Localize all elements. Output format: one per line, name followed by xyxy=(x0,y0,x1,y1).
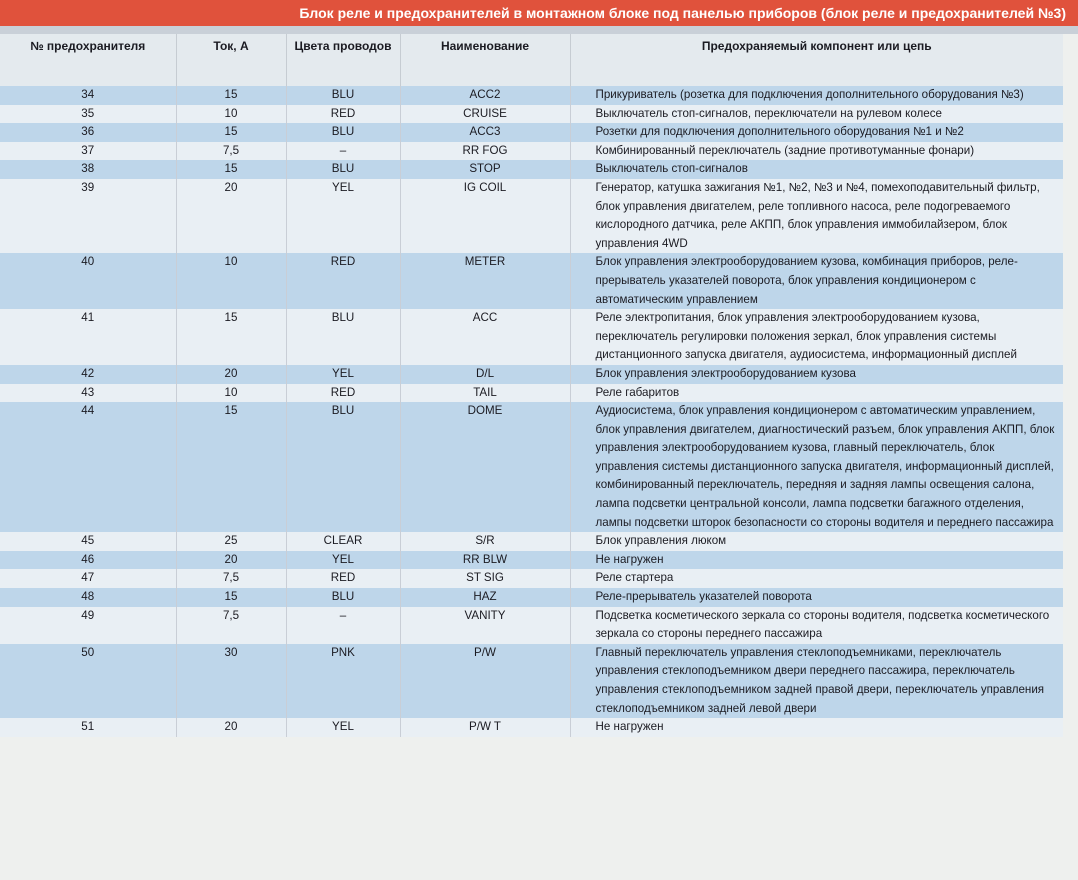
cell-fuse-name: METER xyxy=(400,253,570,309)
fuse-table xyxy=(0,34,1063,737)
cell-wire-color: BLU xyxy=(286,588,400,607)
cell-fuse-name: P/W xyxy=(400,644,570,718)
cell-fuse-name: P/W T xyxy=(400,718,570,737)
cell-component: Блок управления электрооборудованием кузова xyxy=(570,365,1063,384)
table-row xyxy=(0,402,1063,532)
cell-fuse-name: TAIL xyxy=(400,384,570,403)
cell-wire-color: YEL xyxy=(286,365,400,384)
cell-current: 10 xyxy=(176,105,286,124)
header-number: № предохранителя xyxy=(0,34,176,86)
cell-component: Реле-прерыватель указателей поворота xyxy=(570,588,1063,607)
cell-fuse-number: 44 xyxy=(0,402,176,532)
cell-component: Аудиосистема, блок управления кондиционером с автоматическим управлением, блок управления двигателем, диагностический разъем, блок управления АКПП, блок управления электрооборудованием кузова, главный переключатель, блок управления системы дистанционного запуска двигателя, информационный дисплей, комбинированный переключатель, передняя и задняя лампы освещения салона, лампа подсветки центральной консоли, лампа подсветки багажного отделения, лампы подсветки шторок безопасности со стороны водителя и переднего пассажира xyxy=(570,402,1063,532)
cell-wire-color: RED xyxy=(286,253,400,309)
cell-component: Реле габаритов xyxy=(570,384,1063,403)
cell-component: Генератор, катушка зажигания №1, №2, №3 и №4, помехоподавительный фильтр, блок управления двигателем, реле топливного насоса, реле подогреваемого кислородного датчика, реле АКПП, блок управления иммобилайзером, блок управления 4WD xyxy=(570,179,1063,253)
cell-wire-color: BLU xyxy=(286,402,400,532)
cell-component: Не нагружен xyxy=(570,551,1063,570)
cell-fuse-name: ACC2 xyxy=(400,86,570,105)
table-row xyxy=(0,179,1063,253)
cell-component: Выключатель стоп-сигналов xyxy=(570,160,1063,179)
cell-fuse-number: 34 xyxy=(0,86,176,105)
cell-current: 15 xyxy=(176,123,286,142)
table-row xyxy=(0,123,1063,142)
cell-fuse-name: RR FOG xyxy=(400,142,570,161)
cell-fuse-name: ACC xyxy=(400,309,570,365)
cell-component: Реле электропитания, блок управления электрооборудованием кузова, переключатель регулировки положения зеркал, блок управления системы дистанционного запуска двигателя, аудиосистема, информационный дисплей xyxy=(570,309,1063,365)
cell-current: 7,5 xyxy=(176,607,286,644)
cell-fuse-number: 48 xyxy=(0,588,176,607)
cell-fuse-number: 41 xyxy=(0,309,176,365)
cell-fuse-number: 36 xyxy=(0,123,176,142)
table-row xyxy=(0,309,1063,365)
cell-fuse-name: VANITY xyxy=(400,607,570,644)
cell-component: Не нагружен xyxy=(570,718,1063,737)
cell-fuse-name: ACC3 xyxy=(400,123,570,142)
cell-fuse-number: 43 xyxy=(0,384,176,403)
header-strip xyxy=(0,26,1078,34)
cell-current: 7,5 xyxy=(176,569,286,588)
table-row xyxy=(0,105,1063,124)
cell-fuse-name: CRUISE xyxy=(400,105,570,124)
cell-component: Выключатель стоп-сигналов, переключатели на рулевом колесе xyxy=(570,105,1063,124)
cell-component: Прикуриватель (розетка для подключения дополнительного оборудования №3) xyxy=(570,86,1063,105)
cell-component: Реле стартера xyxy=(570,569,1063,588)
header-current: Ток, А xyxy=(176,34,286,86)
cell-fuse-number: 38 xyxy=(0,160,176,179)
cell-wire-color: RED xyxy=(286,105,400,124)
cell-current: 15 xyxy=(176,160,286,179)
cell-current: 20 xyxy=(176,551,286,570)
cell-fuse-name: HAZ xyxy=(400,588,570,607)
cell-wire-color: – xyxy=(286,607,400,644)
table-row xyxy=(0,607,1063,644)
table-row xyxy=(0,569,1063,588)
cell-current: 15 xyxy=(176,309,286,365)
cell-fuse-name: D/L xyxy=(400,365,570,384)
cell-fuse-number: 40 xyxy=(0,253,176,309)
cell-current: 15 xyxy=(176,402,286,532)
header-component: Предохраняемый компонент или цепь xyxy=(570,34,1063,86)
table-row xyxy=(0,644,1063,718)
cell-fuse-name: ST SIG xyxy=(400,569,570,588)
cell-fuse-number: 49 xyxy=(0,607,176,644)
table-row xyxy=(0,160,1063,179)
cell-current: 20 xyxy=(176,365,286,384)
cell-current: 10 xyxy=(176,384,286,403)
cell-wire-color: CLEAR xyxy=(286,532,400,551)
table-row xyxy=(0,588,1063,607)
cell-fuse-number: 42 xyxy=(0,365,176,384)
cell-wire-color: BLU xyxy=(286,160,400,179)
cell-fuse-number: 39 xyxy=(0,179,176,253)
cell-fuse-number: 35 xyxy=(0,105,176,124)
cell-component: Розетки для подключения дополнительного оборудования №1 и №2 xyxy=(570,123,1063,142)
cell-component: Блок управления электрооборудованием кузова, комбинация приборов, реле-прерыватель указателей поворота, блок управления кондиционером с автоматическим управлением xyxy=(570,253,1063,309)
table-row xyxy=(0,365,1063,384)
cell-fuse-name: STOP xyxy=(400,160,570,179)
cell-fuse-number: 45 xyxy=(0,532,176,551)
cell-fuse-number: 46 xyxy=(0,551,176,570)
cell-current: 7,5 xyxy=(176,142,286,161)
cell-wire-color: YEL xyxy=(286,179,400,253)
cell-current: 30 xyxy=(176,644,286,718)
cell-wire-color: – xyxy=(286,142,400,161)
cell-component: Главный переключатель управления стеклоподъемниками, переключатель управления стеклоподъемником двери переднего пассажира, переключатель управления стеклоподъемником задней правой двери, переключатель управления стеклоподъемником задней левой двери xyxy=(570,644,1063,718)
table-row xyxy=(0,718,1063,737)
cell-component: Подсветка косметического зеркала со стороны водителя, подсветка косметического зеркала со стороны переднего пассажира xyxy=(570,607,1063,644)
table-row xyxy=(0,384,1063,403)
table-row xyxy=(0,253,1063,309)
cell-fuse-name: RR BLW xyxy=(400,551,570,570)
cell-fuse-number: 50 xyxy=(0,644,176,718)
cell-wire-color: BLU xyxy=(286,86,400,105)
cell-fuse-name: IG COIL xyxy=(400,179,570,253)
cell-wire-color: RED xyxy=(286,569,400,588)
cell-current: 20 xyxy=(176,179,286,253)
cell-fuse-number: 37 xyxy=(0,142,176,161)
cell-wire-color: PNK xyxy=(286,644,400,718)
header-name: Наименование xyxy=(400,34,570,86)
cell-wire-color: BLU xyxy=(286,123,400,142)
cell-current: 10 xyxy=(176,253,286,309)
table-header-row xyxy=(0,34,1063,86)
table-row xyxy=(0,86,1063,105)
cell-wire-color: YEL xyxy=(286,551,400,570)
cell-current: 15 xyxy=(176,86,286,105)
header-wire-color: Цвета проводов xyxy=(286,34,400,86)
cell-current: 20 xyxy=(176,718,286,737)
cell-fuse-number: 47 xyxy=(0,569,176,588)
cell-wire-color: BLU xyxy=(286,309,400,365)
cell-current: 15 xyxy=(176,588,286,607)
table-row xyxy=(0,532,1063,551)
cell-component: Комбинированный переключатель (задние противотуманные фонари) xyxy=(570,142,1063,161)
cell-fuse-number: 51 xyxy=(0,718,176,737)
cell-fuse-name: S/R xyxy=(400,532,570,551)
cell-wire-color: YEL xyxy=(286,718,400,737)
cell-component: Блок управления люком xyxy=(570,532,1063,551)
cell-wire-color: RED xyxy=(286,384,400,403)
page-title: Блок реле и предохранителей в монтажном блоке под панелью приборов (блок реле и предохранителей №3) xyxy=(0,0,1078,26)
fuse-table-body xyxy=(0,86,1063,737)
cell-current: 25 xyxy=(176,532,286,551)
table-row xyxy=(0,142,1063,161)
cell-fuse-name: DOME xyxy=(400,402,570,532)
table-row xyxy=(0,551,1063,570)
